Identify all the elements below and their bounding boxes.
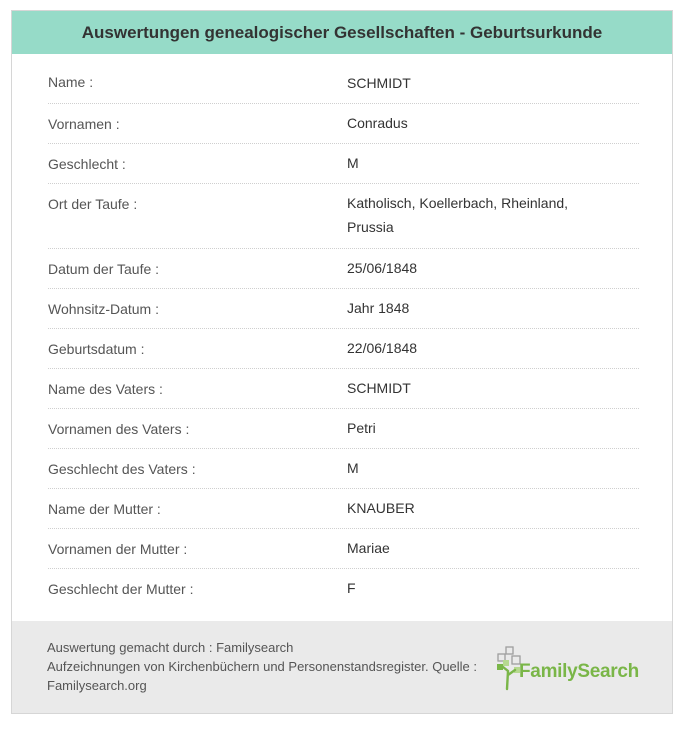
field-value: Jahr 1848 <box>347 300 410 316</box>
field-row-datum-der-taufe <box>48 249 639 289</box>
logo-wordmark: FamilySearch <box>519 661 639 682</box>
field-label: Vornamen : <box>48 116 120 132</box>
field-value: F <box>347 580 356 596</box>
field-label: Name des Vaters : <box>48 381 163 397</box>
field-row-vornamen-des-vaters <box>48 409 639 449</box>
field-row-geschlecht-des-vaters <box>48 449 639 489</box>
source-note <box>47 638 507 695</box>
field-value: KNAUBER <box>347 500 415 516</box>
page-title: Auswertungen genealogischer Gesellschaften - Geburtsurkunde <box>81 22 603 42</box>
field-label: Vornamen des Vaters : <box>48 421 190 437</box>
record-header <box>12 11 672 54</box>
field-row-ort-der-taufe <box>48 184 639 249</box>
field-row-wohnsitz-datum <box>48 289 639 329</box>
record-fields <box>48 64 639 609</box>
field-label: Vornamen der Mutter : <box>48 541 188 557</box>
field-label: Ort der Taufe : <box>48 196 138 212</box>
field-row-geschlecht <box>48 144 639 184</box>
field-row-vornamen-der-mutter <box>48 529 639 569</box>
field-label: Name der Mutter : <box>48 501 161 517</box>
field-row-geschlecht-der-mutter <box>48 569 639 609</box>
field-value: 25/06/1848 <box>347 260 418 276</box>
field-value: Katholisch, Koellerbach, Rheinland, Prussia <box>347 195 569 235</box>
field-label: Datum der Taufe : <box>48 261 160 277</box>
field-value: M <box>347 155 359 171</box>
field-value: Petri <box>347 420 376 436</box>
field-label: Geschlecht : <box>48 156 126 172</box>
field-row-geburtsdatum <box>48 329 639 369</box>
field-row-name-des-vaters <box>48 369 639 409</box>
field-value: M <box>347 460 359 476</box>
field-label: Wohnsitz-Datum : <box>48 301 159 317</box>
field-label: Name : <box>48 74 94 90</box>
field-label: Geschlecht des Vaters : <box>48 461 196 477</box>
field-value: SCHMIDT <box>347 75 411 91</box>
source-line-1: Auswertung gemacht durch : Familysearch <box>47 640 294 655</box>
field-label: Geschlecht der Mutter : <box>48 581 194 597</box>
field-value: SCHMIDT <box>347 380 411 396</box>
field-value: 22/06/1848 <box>347 340 418 356</box>
field-value: Conradus <box>347 115 408 131</box>
field-label: Geburtsdatum : <box>48 341 145 357</box>
record-card <box>11 10 673 714</box>
source-line-2: Aufzeichnungen von Kirchenbüchern und Personenstandsregister. Quelle : <box>47 659 478 674</box>
source-footer <box>12 621 672 713</box>
familysearch-logo[interactable] <box>494 645 644 691</box>
field-value: Mariae <box>347 540 390 556</box>
field-row-vornamen <box>48 104 639 144</box>
field-row-name <box>48 64 639 104</box>
source-line-3: Familysearch.org <box>47 678 147 693</box>
field-row-name-der-mutter <box>48 489 639 529</box>
